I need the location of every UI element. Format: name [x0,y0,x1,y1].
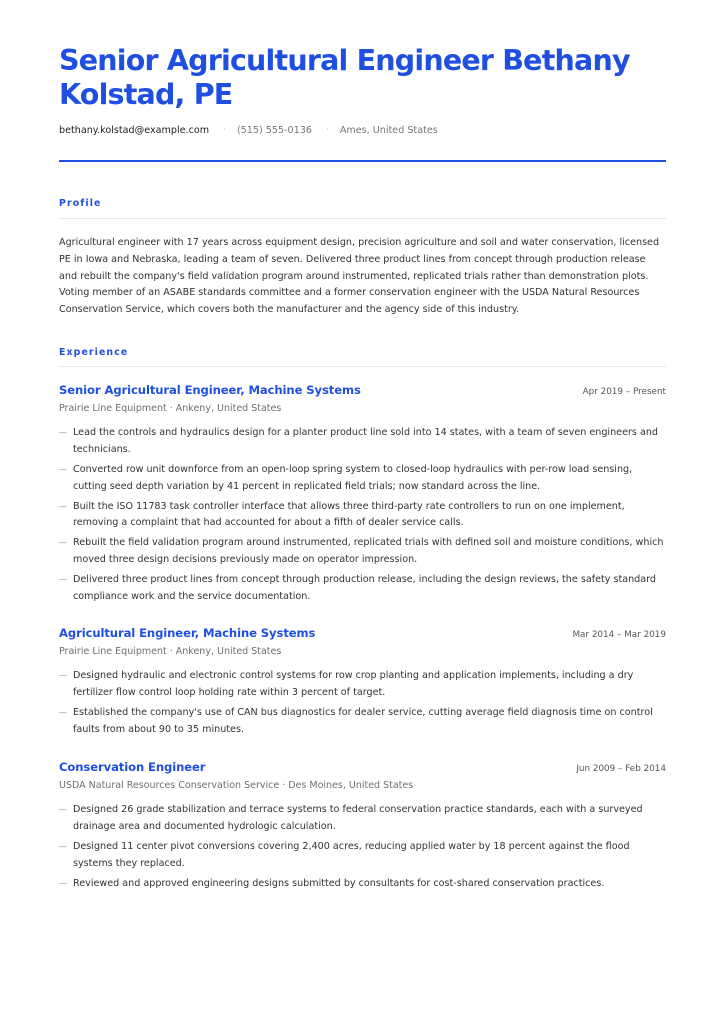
email-link[interactable]: bethany.kolstad@example.com [59,124,210,136]
job-bullet: — Converted row unit downforce from an open-loop spring system to closed-loop hydraulics with per-row load sensing, cutting seed depth variation by 41 percent in replicated field trials; now standard across the line. [59,462,666,496]
profile-summary: Agricultural engineer with 17 years across equipment design, precision agriculture and soil and water conservation, licensed PE in Iowa and Nebraska, leading a team of seven. Delivered three product lines from concept through production release and rebuilt the company's field validation program around instrumented, replicated trials rather than demonstration plots. Voting member of an ASABE standards committee and a former conservation engineer with the USDA Natural Resources Conservation Service, which covers both the manufacturer and the agency side of this industry. [59,237,660,316]
section-title-profile: Profile [59,198,102,209]
job-bullet: — Designed 11 center pivot conversions covering 2,400 acres, reducing applied water by 18 percent against the flood systems they replaced. [59,839,666,873]
candidate-name: Senior Agricultural Engineer Bethany Kolstad, PE [59,44,630,111]
job-title: Agricultural Engineer, Machine Systems [59,626,316,640]
job-entry [59,626,666,742]
job-bullet: — Built the ISO 11783 task controller interface that allows three third-party rate controllers to run on one implement, removing a complaint that had accounted for about a fifth of dealer service calls. [59,499,666,533]
job-header [59,626,666,644]
job-bullet: — Delivered three product lines from concept through production release, including the design reviews, the safety standard compliance work and the service documentation. [59,572,666,606]
section-divider [59,218,666,219]
job-header [59,760,666,778]
contact-row [59,123,666,137]
section-divider [59,366,666,367]
job-organization: USDA Natural Resources Conservation Service · Des Moines, United States [59,780,414,791]
job-bullet: — Reviewed and approved engineering designs submitted by consultants for cost-shared conservation practices. [59,876,666,893]
job-bullet: — Designed hydraulic and electronic control systems for row crop planting and application implements, including a dry fertilizer flow control loop holding rate within 3 percent of target. [59,668,666,702]
job-bullet: — Lead the controls and hydraulics design for a planter product line sold into 14 states, with a team of seven engineers and technicians. [59,425,666,459]
contact-separator: · [223,125,226,135]
contact-separator: · [325,125,329,135]
job-title: Senior Agricultural Engineer, Machine Systems [59,383,361,397]
job-entry [59,383,666,609]
job-dates: Jun 2009 – Feb 2014 [576,764,666,774]
job-dates: Mar 2014 – Mar 2019 [572,630,666,640]
job-organization: Prairie Line Equipment · Ankeny, United States [59,646,282,657]
job-dates: Apr 2019 – Present [582,387,666,397]
resume-content [59,44,666,889]
header-divider [59,160,666,162]
job-bullet: — Designed 26 grade stabilization and terrace systems to federal conservation practice standards, each with a surveyed drainage area and documented hydrologic calculation. [59,802,666,836]
job-bullet: — Rebuilt the field validation program around instrumented, replicated trials with defined soil and moisture conditions, which moved three design decisions previously made on operator impression. [59,535,666,569]
job-organization: Prairie Line Equipment · Ankeny, United States [59,403,282,414]
job-bullet: — Established the company's use of CAN bus diagnostics for dealer service, cutting average field diagnosis time on control faults from about 90 to 35 minutes. [59,705,666,739]
job-entry [59,760,666,896]
job-bullets [59,668,666,738]
job-bullets [59,802,666,892]
location: Ames, United States [339,124,438,136]
job-title: Conservation Engineer [59,760,206,774]
section-title-experience: Experience [59,347,129,358]
job-header [59,383,666,401]
phone-number: (515) 555-0136 [236,124,312,136]
job-bullets [59,425,666,606]
